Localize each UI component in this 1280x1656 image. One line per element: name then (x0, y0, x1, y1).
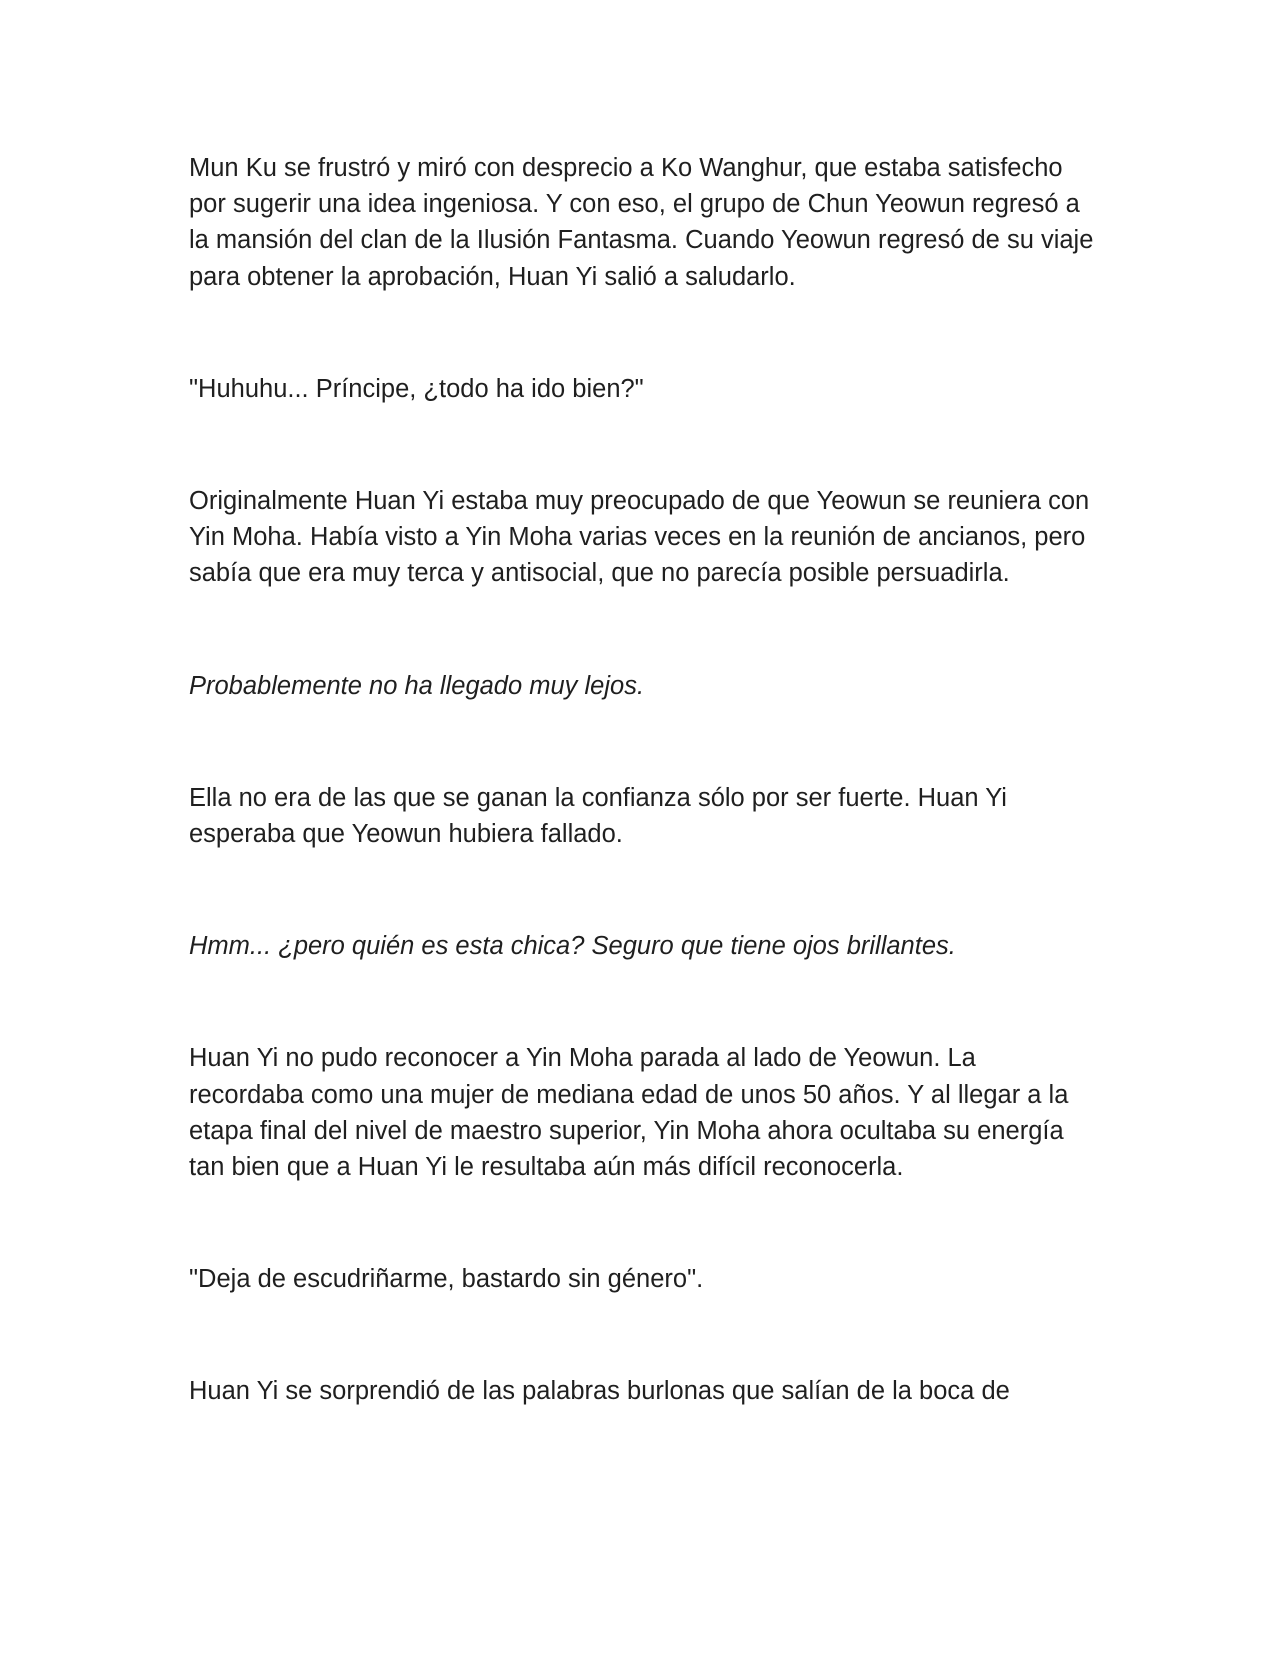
paragraph: Mun Ku se frustró y miró con desprecio a Ko Wanghur, que estaba satisfecho por sugerir una idea ingeniosa. Y con eso, el grupo de Chun Yeowun regresó a la mansión del clan de la Ilusión Fantasma. Cuando Yeowun regresó de su viaje para obtener la aprobación, Huan Yi salió a saludarlo. (189, 154, 1094, 291)
paragraph: "Deja de escudriñarme, bastardo sin género". (189, 1265, 704, 1294)
paragraph: "Huhuhu... Príncipe, ¿todo ha ido bien?" (189, 374, 644, 403)
paragraph-italic: Probablemente no ha llegado muy lejos. (189, 671, 645, 700)
paragraph: Originalmente Huan Yi estaba muy preocupado de que Yeowun se reuniera con Yin Moha. Había visto a Yin Moha varias veces en la reunión de ancianos, pero sabía que era muy terca y antisocial, que no parecía posible persuadirla. (189, 487, 1090, 588)
paragraph-italic: Hmm... ¿pero quién es esta chica? Seguro que tiene ojos brillantes. (189, 932, 956, 961)
paragraph: Huan Yi se sorprendió de las palabras burlonas que salían de la boca de (189, 1377, 1010, 1406)
paragraph: Ella no era de las que se ganan la confianza sólo por ser fuerte. Huan Yi esperaba que Yeowun hubiera fallado. (189, 783, 1007, 849)
paragraph: Huan Yi no pudo reconocer a Yin Moha parada al lado de Yeowun. La recordaba como una mujer de mediana edad de unos 50 años. Y al llegar a la etapa final del nivel de maestro superior, Yin Moha ahora ocultaba su energía tan bien que a Huan Yi le resultaba aún más difícil reconocerla. (189, 1044, 1069, 1182)
document-body (189, 150, 1094, 1410)
